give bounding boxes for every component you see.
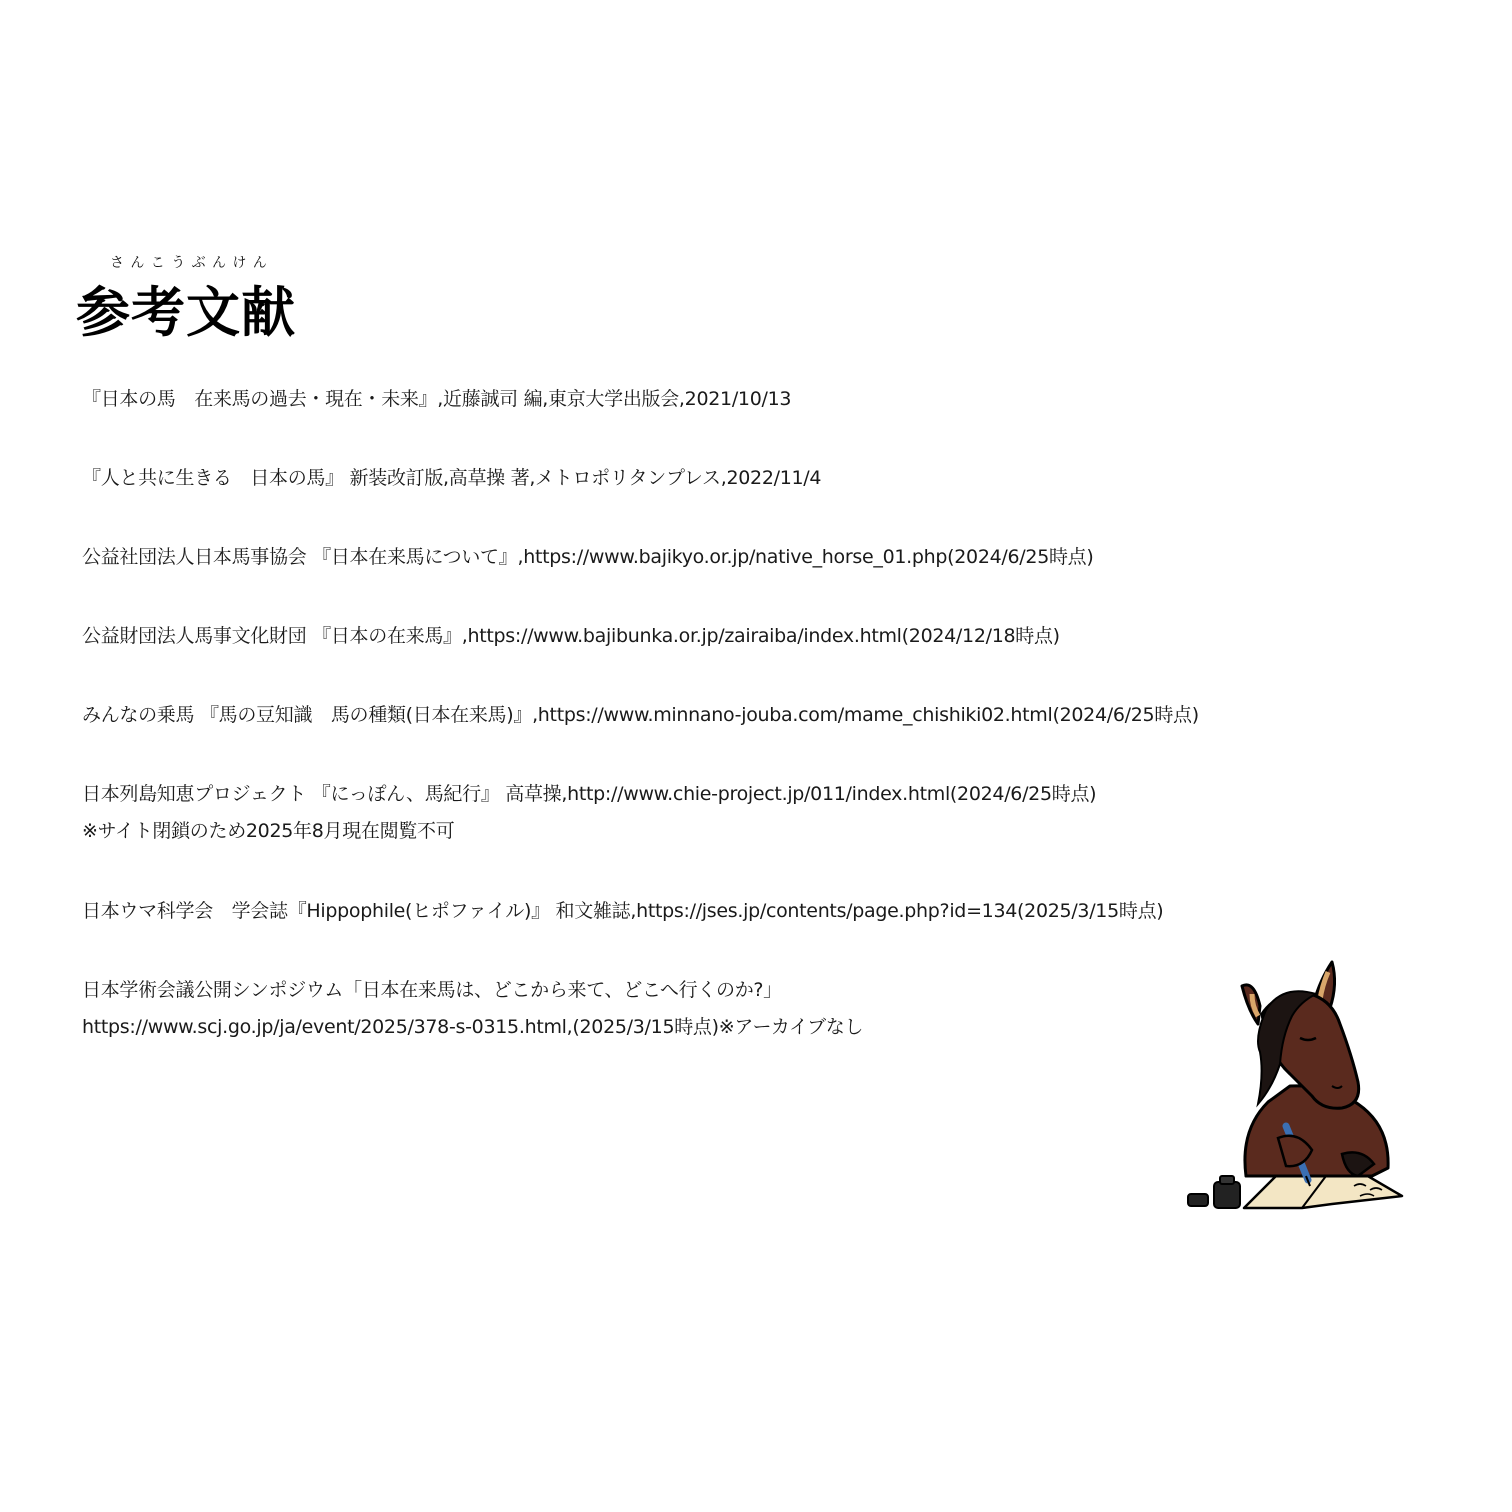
reference-item	[82, 781, 1452, 898]
reference-item	[82, 623, 1452, 702]
reference-text: 公益社団法人日本馬事協会 『日本在来馬について』,https://www.bajikyo.or.jp/native_horse_01.php(2024/6/25時点)	[82, 546, 1094, 568]
reference-item	[82, 544, 1452, 623]
reference-text: 『日本の馬 在来馬の過去・現在・未来』,近藤誠司 編,東京大学出版会,2021/10/13	[82, 388, 792, 410]
reference-text: 公益財団法人馬事文化財団 『日本の在来馬』,https://www.bajibunka.or.jp/zairaiba/index.html(2024/12/18時点)	[82, 625, 1060, 647]
reference-text: 日本学術会議公開シンポジウム「日本在来馬は、どこから来て、どこへ行くのか?」	[82, 979, 782, 1001]
reference-note: ※サイト閉鎖のため2025年8月現在閲覧不可	[82, 820, 455, 842]
reference-text: 日本ウマ科学会 学会誌『Hippophile(ヒポファイル)』 和文雑誌,https://jses.jp/contents/page.php?id=134(2025/3/15時点)	[82, 900, 1164, 922]
reference-item	[82, 386, 1452, 465]
reference-url: https://www.scj.go.jp/ja/event/2025/378-s-0315.html,(2025/3/15時点)※アーカイブなし	[82, 1016, 864, 1038]
reference-item	[82, 702, 1452, 781]
page-title: 参考文献	[76, 281, 296, 344]
reference-text: 日本列島知恵プロジェクト 『にっぽん、馬紀行』 高草操,http://www.chie-project.jp/011/index.html(2024/6/25時点)	[82, 783, 1097, 805]
reference-text: 『人と共に生きる 日本の馬』 新装改訂版,高草操 著,メトロポリタンプレス,2022/11/4	[82, 467, 822, 489]
reference-text: みんなの乗馬 『馬の豆知識 馬の種類(日本在来馬)』,https://www.minnano-jouba.com/mame_chishiki02.html(2024/6/25時点)	[82, 704, 1199, 726]
horse-writing-illustration	[1182, 954, 1410, 1216]
ink-bottles	[1188, 1176, 1240, 1208]
reference-item	[82, 465, 1452, 544]
title-ruby: さんこうぶんけん	[110, 255, 274, 271]
